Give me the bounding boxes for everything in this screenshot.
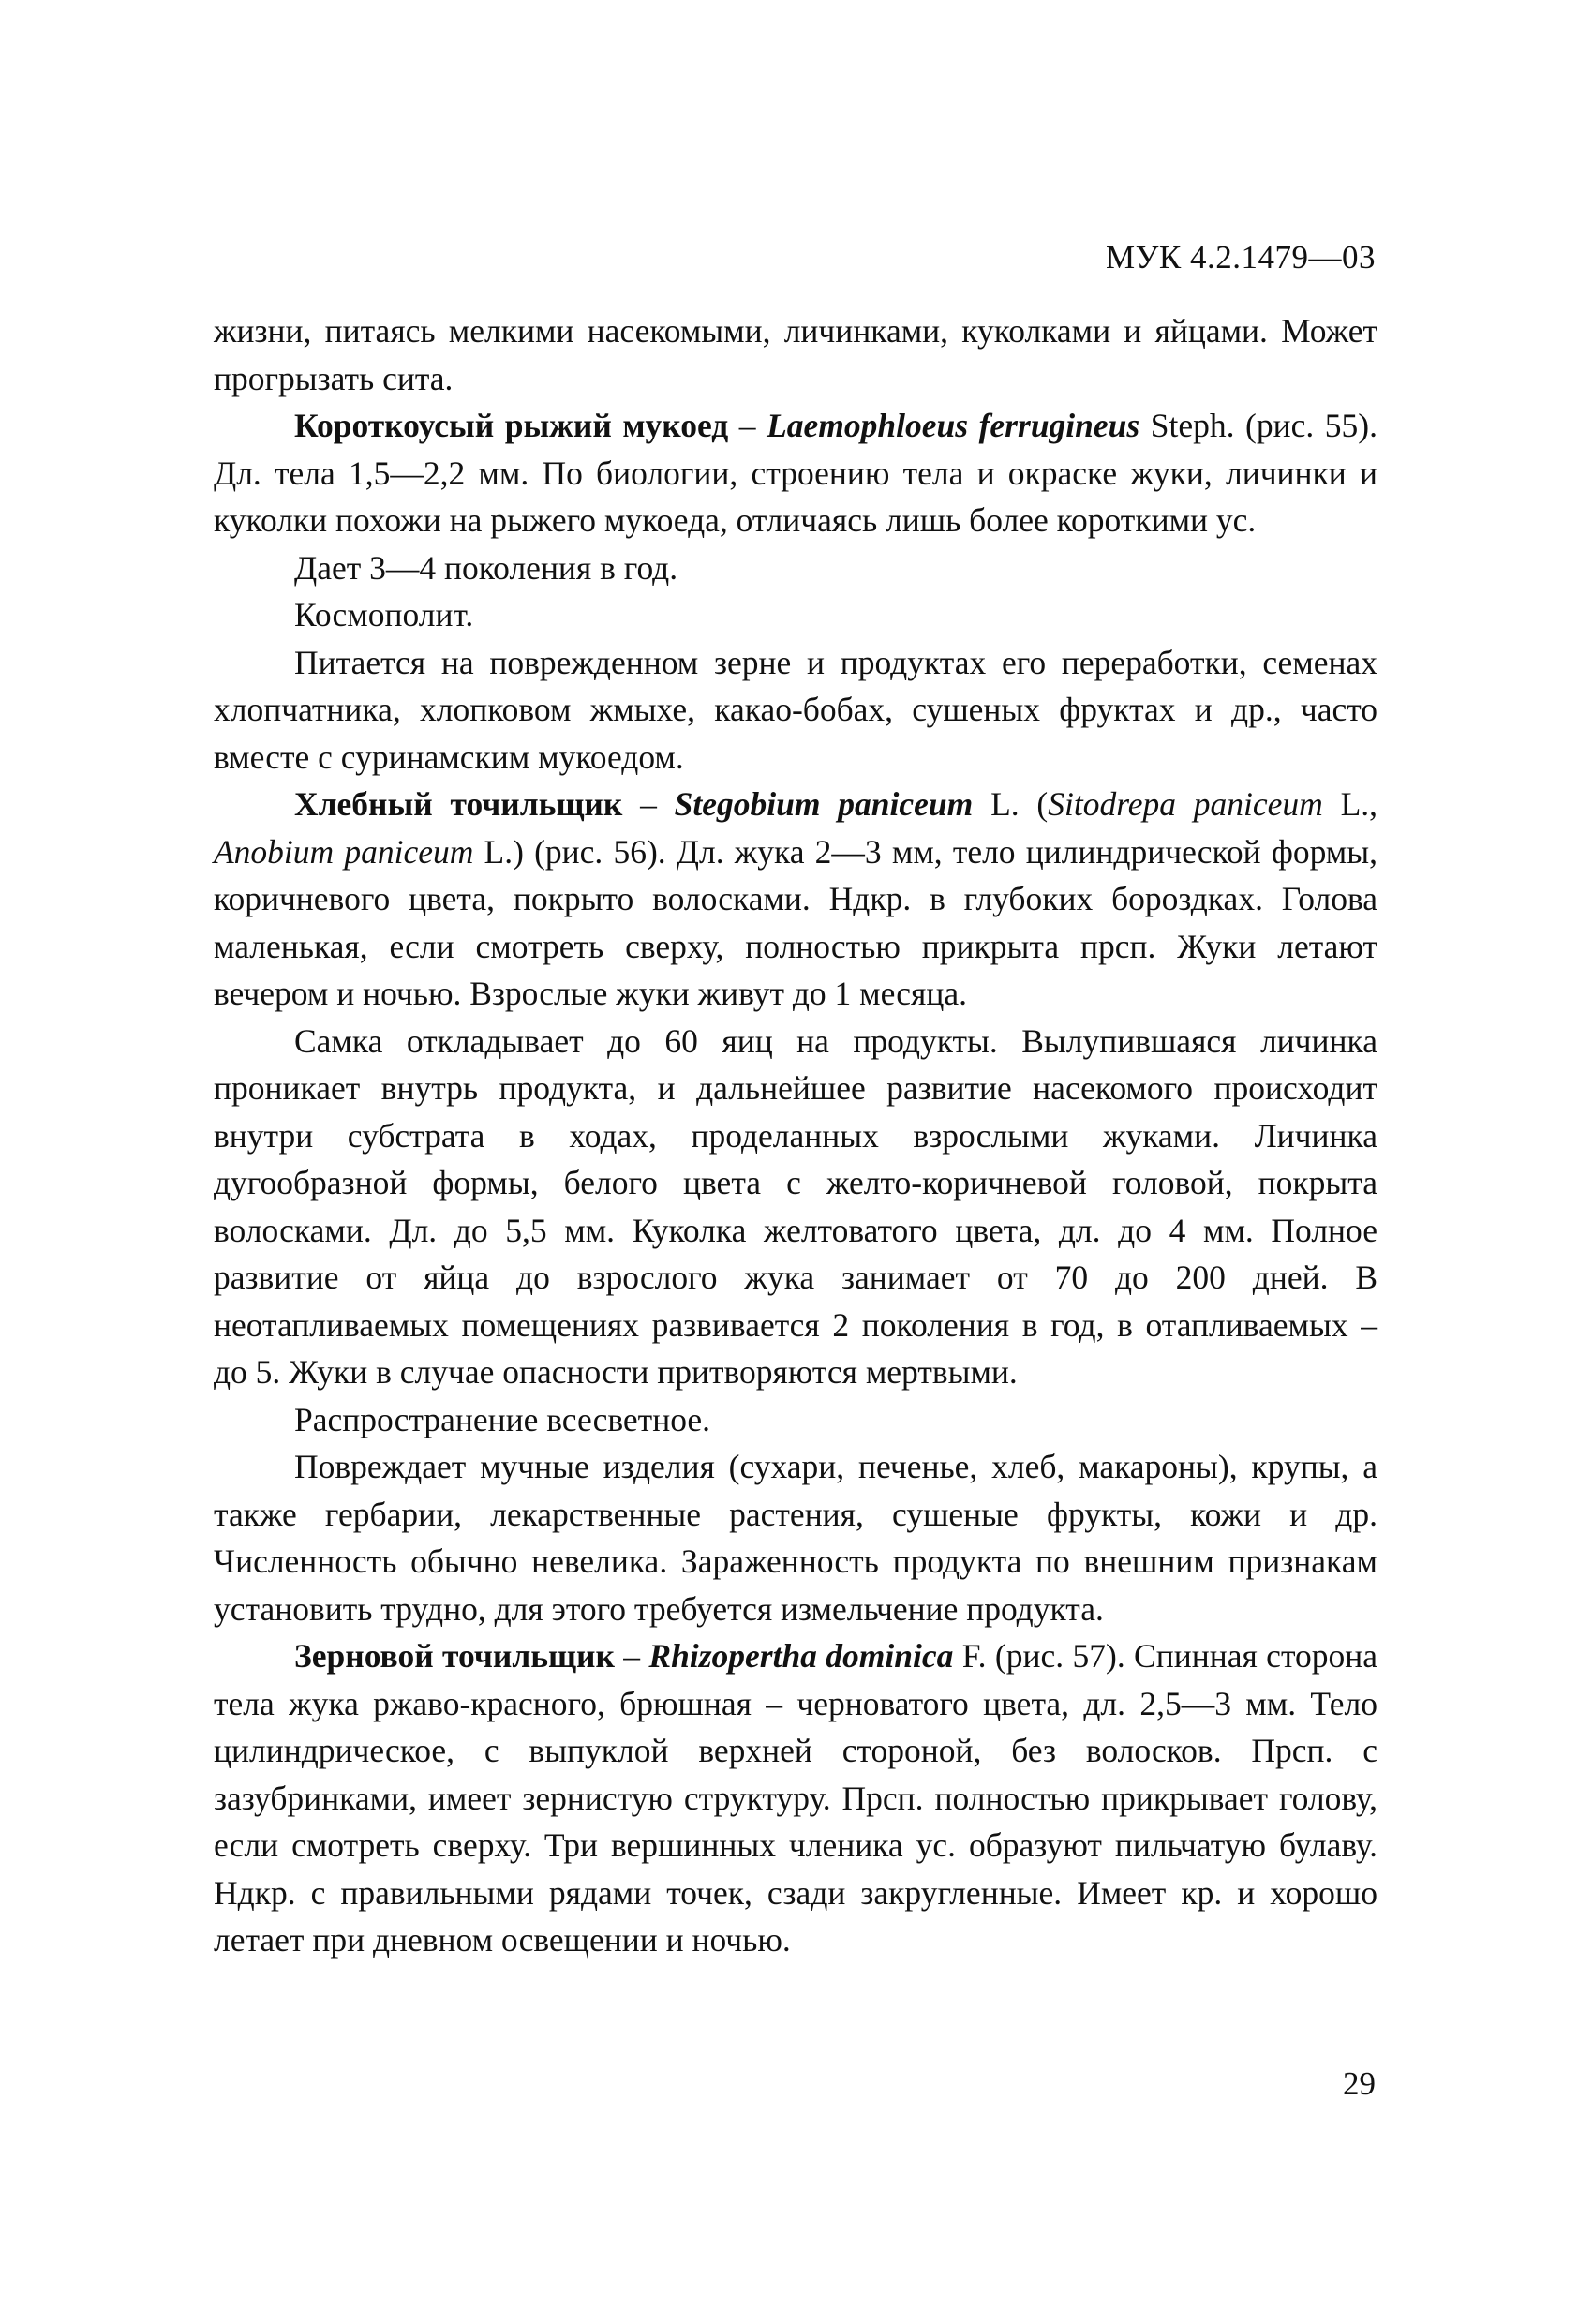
paragraph-spread: Распространение всесветное. (294, 1400, 711, 1438)
species-latin-name: Stegobium paniceum (674, 785, 974, 823)
paragraph-text: L.) (рис. 56). Дл. жука 2—3 мм, тело цилиндрической формы, коричневого цвета, покрыто волосками. Ндкр. в глубоких бороздках. Голова маленькая, если смотреть сверху, полностью прикрыта прсп. Жуки летают вечером и ночью. Взрослые жуки живут до 1 месяца. (214, 832, 1377, 1012)
paragraph-text: Steph. (рис. 55). Дл. тела 1,5—2,2 мм. По биологии, строению тела и окраске жуки, личинки и куколки похожи на рыжего мукоеда, отличаясь лишь более короткими ус. (214, 407, 1377, 539)
species-latin-name: Rhizopertha dominica (648, 1637, 954, 1675)
synonym-latin-name: Sitodrepa paniceum (1048, 785, 1323, 823)
paragraph-damage: Повреждает мучные изделия (сухари, печенье, хлеб, макароны), крупы, а также гербарии, лекарственные растения, сушеные фрукты, кожи и др. Численность обычно невелика. Зараженность продукта по внешним признакам установить трудно, для этого требуется измельчение продукта. (214, 1448, 1377, 1628)
paragraph-generations: Дает 3—4 поколения в год. (294, 548, 678, 587)
title-dash: – (728, 407, 767, 444)
species-title-ru: Хлебный точильщик (294, 785, 623, 823)
species-latin-name: Laemophloeus ferrugineus (767, 407, 1140, 444)
paragraph-continuation: жизни, питаясь мелкими насекомыми, личинками, куколками и яйцами. Может прогрызать сита. (214, 312, 1377, 397)
page-number: 29 (1343, 2065, 1376, 2102)
paragraph-laemophloeus (214, 402, 1377, 544)
synonym-separator: L., (1322, 785, 1378, 823)
paragraph-rhizopertha (214, 1632, 1377, 1964)
title-dash: – (622, 785, 675, 823)
author-text: L. ( (973, 785, 1049, 823)
paragraph-development: Самка откладывает до 60 яиц на продукты. Вылупившаяся личинка проникает внутрь продукта, и дальнейшее развитие насекомого происходит внутри субстрата в ходах, проделанных взрослыми жуками. Личинка дугообразной формы, белого цвета с желто-коричневой головой, покрыта волосками. Дл. до 5,5 мм. Куколка желтоватого цвета, дл. до 4 мм. Полное развитие от яйца до взрослого жука занимает от 70 до 200 дней. В неотапливаемых помещениях развивается 2 поколения в год, в отапливаемых – до 5. Жуки в случае опасности притворяются мертвыми. (214, 1021, 1377, 1391)
species-title-ru: Короткоусый рыжий мукоед (294, 407, 729, 444)
paragraph-feeding: Питается на поврежденном зерне и продуктах его переработки, семенах хлопчатника, хлопковом жмыхе, какао-бобах, сушеных фруктах и др., часто вместе с суринамским мукоедом. (214, 643, 1377, 776)
title-dash: – (614, 1637, 649, 1675)
paragraph-distribution: Космополит. (294, 596, 474, 633)
synonym-latin-name: Anobium paniceum (214, 832, 474, 871)
page-body (214, 307, 1377, 1964)
paragraph-text: F. (рис. 57). Спинная сторона тела жука ржаво-красного, брюшная – черноватого цвета, дл. 2,5—3 мм. Тело цилиндрическое, с выпуклой верхней стороной, без волосков. Прсп. с зазубринками, имеет зернистую структуру. Прсп. полностью прикрывает голову, если смотреть сверху. Три вершинных членика ус. образуют пильчатую булаву. Ндкр. с правильными рядами точек, сзади закругленные. Имеет кр. и хорошо летает при дневном освещении и ночью. (214, 1637, 1377, 1959)
species-title-ru: Зерновой точильщик (294, 1637, 615, 1675)
paragraph-stegobium (214, 781, 1377, 1018)
document-code-header: МУК 4.2.1479—03 (1106, 239, 1376, 276)
